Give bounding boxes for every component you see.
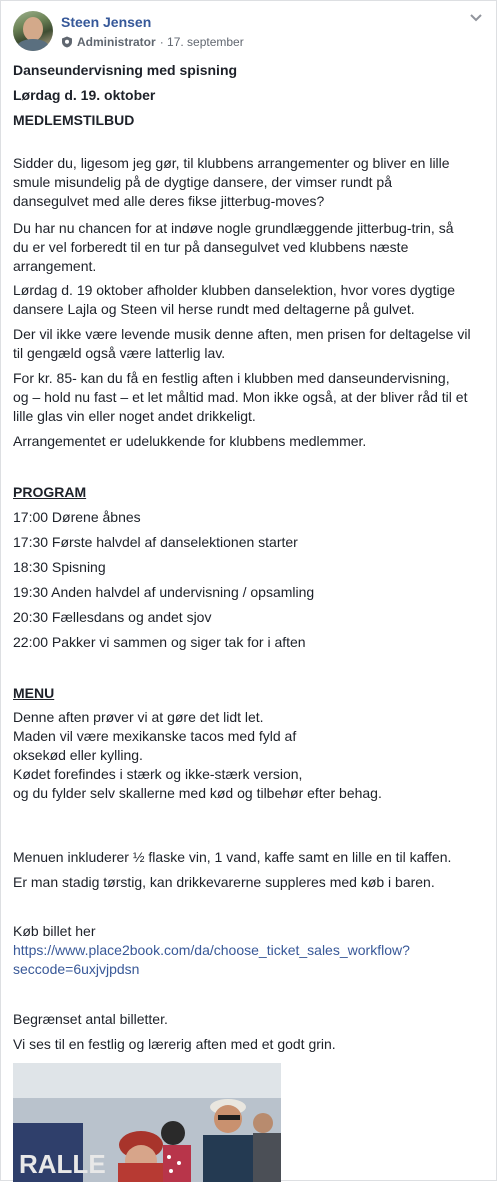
paragraph-line: Du har nu chancen for at indøve nogle grundlæggende jitterbug-trin, så bbox=[13, 220, 454, 236]
post-title: Danseundervisning med spisning bbox=[13, 62, 238, 78]
paragraph-line: arrangement. bbox=[13, 258, 97, 274]
paragraph-line: Sidder du, ligesom jeg gør, til klubbens arrangementer og bliver en lille bbox=[13, 155, 450, 171]
dancers-photo bbox=[13, 1063, 281, 1182]
menu-includes: Menuen inkluderer ½ flaske vin, 1 vand, kaffe samt en lille en til kaffen. bbox=[13, 849, 452, 865]
ticket-link[interactable]: https://www.place2book.com/da/choose_ticket_sales_workflow? bbox=[13, 942, 410, 958]
paragraph-line: dansere Lajla og Steen vil herse rundt med deltagerne på gulvet. bbox=[13, 301, 415, 317]
menu-line: Kødet forefindes i stærk og ikke-stærk version, bbox=[13, 766, 303, 782]
event-date: Lørdag d. 19. oktober bbox=[13, 87, 156, 103]
paragraph-line: og – hold nu fast – et let måltid mad. Mon ikke også, at der bliver råd til et bbox=[13, 389, 468, 405]
program-item: 20:30 Fællesdans og andet sjov bbox=[13, 609, 212, 625]
avatar[interactable] bbox=[13, 11, 53, 51]
post-date[interactable]: · 17. september bbox=[159, 35, 244, 49]
program-item: 17:30 Første halvdel af danselektionen starter bbox=[13, 534, 298, 550]
menu-line: og du fylder selv skallerne med kød og tilbehør efter behag. bbox=[13, 785, 382, 801]
menu-heading: MENU bbox=[13, 685, 55, 701]
paragraph-line: Arrangementet er udelukkende for klubbens medlemmer. bbox=[13, 433, 367, 449]
program-item: 19:30 Anden halvdel af undervisning / opsamling bbox=[13, 584, 315, 600]
post-photo[interactable] bbox=[13, 1063, 281, 1182]
closing-line: Vi ses til en festlig og lærerig aften med et godt grin. bbox=[13, 1036, 336, 1052]
shield-icon bbox=[61, 36, 73, 48]
menu-line: Maden vil være mexikanske tacos med fyld af bbox=[13, 728, 297, 744]
paragraph-line: Lørdag d. 19 oktober afholder klubben danselektion, hvor vores dygtige bbox=[13, 282, 456, 298]
chevron-down-icon[interactable] bbox=[469, 13, 483, 23]
paragraph-line: smule misundelig på de dygtige dansere, der vimser rundt på bbox=[13, 174, 392, 190]
paragraph-line: dansegulvet med alle deres fikse jitterbug-moves? bbox=[13, 193, 325, 209]
paragraph-line: Der vil ikke være levende musik denne aften, men prisen for deltagelse vil bbox=[13, 326, 471, 342]
offer-label: MEDLEMSTILBUD bbox=[13, 112, 135, 128]
post-header bbox=[13, 11, 483, 53]
menu-line: Denne aften prøver vi at gøre det lidt let. bbox=[13, 709, 264, 725]
ticket-link[interactable]: seccode=6uxjvjpdsn bbox=[13, 961, 140, 977]
program-item: 17:00 Dørene åbnes bbox=[13, 509, 141, 525]
svg-text:RALLE: RALLE bbox=[19, 1149, 106, 1179]
program-item: 18:30 Spisning bbox=[13, 559, 106, 575]
author-name[interactable]: Steen Jensen bbox=[61, 14, 152, 30]
limited-tickets: Begrænset antal billetter. bbox=[13, 1011, 168, 1027]
role-label[interactable]: Administrator bbox=[77, 35, 156, 49]
paragraph-line: For kr. 85- kan du få en festlig aften i klubben med danseundervisning, bbox=[13, 370, 450, 386]
menu-line: oksekød eller kylling. bbox=[13, 747, 143, 763]
post-meta bbox=[61, 35, 244, 49]
paragraph-line: du er vel forberedt til en tur på dansegulvet ved klubbens næste bbox=[13, 239, 409, 255]
program-heading: PROGRAM bbox=[13, 484, 87, 500]
bar-note: Er man stadig tørstig, kan drikkevarerne suppleres med køb i baren. bbox=[13, 874, 435, 890]
paragraph-line: lille glas vin eller noget andet drikkeligt. bbox=[13, 408, 256, 424]
buy-ticket-label: Køb billet her bbox=[13, 923, 96, 939]
program-item: 22:00 Pakker vi sammen og siger tak for i aften bbox=[13, 634, 306, 650]
paragraph-line: til gengæld også være latterlig lav. bbox=[13, 345, 226, 361]
